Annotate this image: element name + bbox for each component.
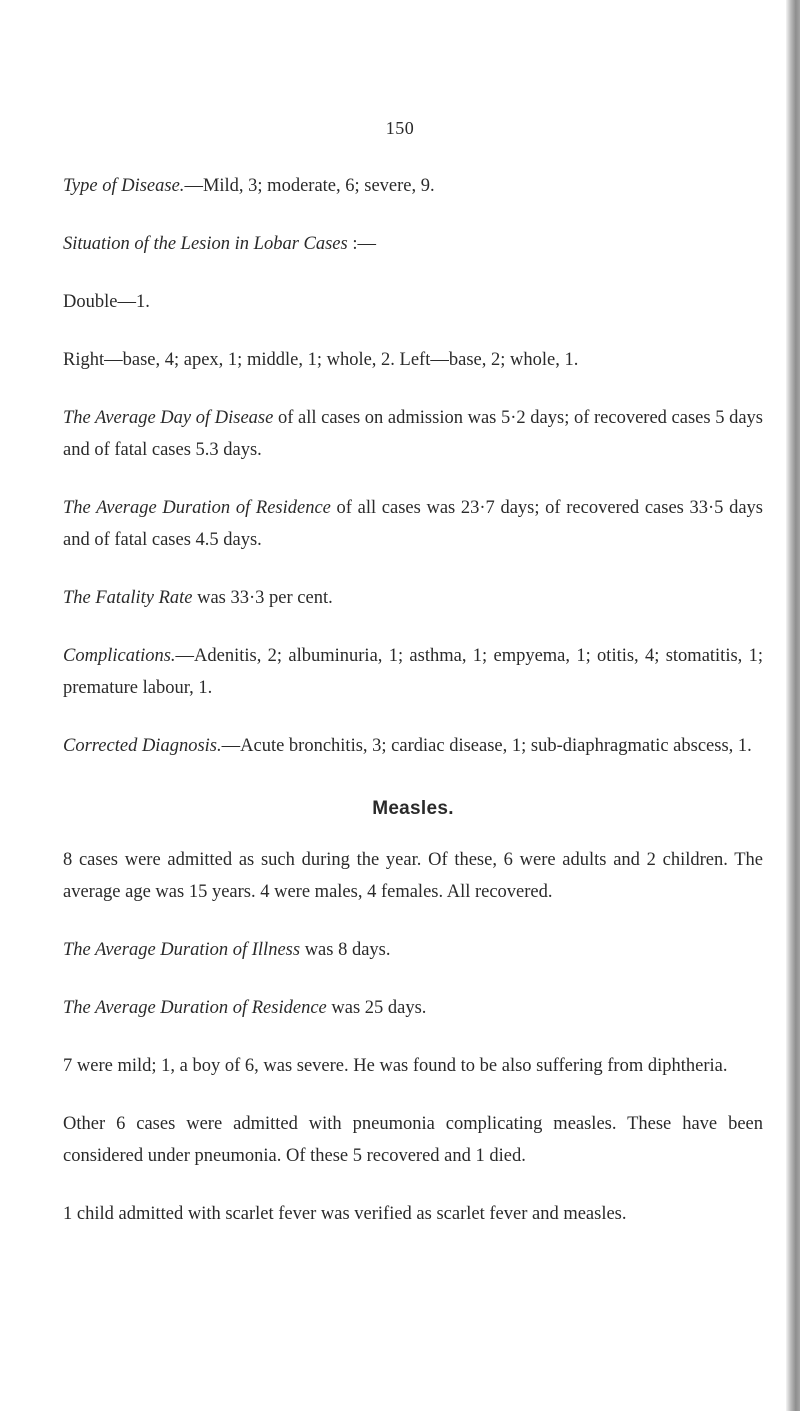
paragraph-lead: The Average Day of Disease bbox=[63, 408, 274, 428]
paragraph-severity bbox=[63, 1050, 763, 1082]
paragraph-lead: The Average Duration of Residence bbox=[63, 498, 331, 518]
paragraph-lead: Type of Disease. bbox=[63, 176, 185, 196]
paragraph-text: —Acute bronchitis, 3; cardiac disease, 1; sub-diaphragmatic abscess, 1. bbox=[221, 736, 752, 756]
paragraph-text: Other 6 cases were admitted with pneumonia complicating measles. These have been considered under pneumonia. Of these 5 recovered and 1 died. bbox=[63, 1114, 763, 1166]
paragraph-lead: The Average Duration of Illness bbox=[63, 940, 301, 960]
paragraph-average-residence bbox=[63, 492, 763, 556]
pneumonia-section bbox=[63, 170, 763, 762]
paragraph-text: 8 cases were admitted as such during the year. Of these, 6 were adults and 2 children. The average age was 15 years. 4 were males, 4 females. All recovered. bbox=[63, 850, 763, 902]
paragraph-text: Right—base, 4; apex, 1; middle, 1; whole, 2. Left—base, 2; whole, 1. bbox=[63, 350, 579, 370]
paragraph-text: was 8 days. bbox=[300, 940, 391, 960]
paragraph-fatality-rate bbox=[63, 582, 763, 614]
paragraph-type-of-disease bbox=[63, 170, 763, 202]
paragraph-text: of all cases was 23·7 days; of recovered cases 33·5 days and of fatal cases 4.5 days. bbox=[63, 498, 763, 550]
paragraph-text: :— bbox=[347, 234, 376, 254]
measles-section bbox=[63, 844, 763, 1230]
paragraph-right-left bbox=[63, 344, 763, 376]
paragraph-text: of all cases on admission was 5·2 days; of recovered cases 5 days and of fatal cases 5.3 days. bbox=[63, 408, 764, 460]
paragraph-lesion-situation bbox=[63, 228, 763, 260]
paragraph-measles-admissions bbox=[63, 844, 763, 908]
paragraph-lead: The Average Duration of Residence bbox=[63, 998, 327, 1018]
paragraph-corrected-diagnosis bbox=[63, 730, 763, 762]
paragraph-pneumonia-complicating bbox=[63, 1108, 763, 1172]
paragraph-lead: The Fatality Rate bbox=[63, 588, 193, 608]
paragraph-text: —Mild, 3; moderate, 6; severe, 9. bbox=[184, 176, 435, 196]
page-edge bbox=[786, 0, 800, 1411]
paragraph-lead: Corrected Diagnosis. bbox=[63, 736, 222, 756]
paragraph-lead: Situation of the Lesion in Lobar Cases bbox=[63, 234, 348, 254]
paragraph-complications bbox=[63, 640, 763, 704]
paragraph-text: 7 were mild; 1, a boy of 6, was severe. He was found to be also suffering from diphtheria. bbox=[63, 1056, 728, 1076]
paragraph-text: —Adenitis, 2; albuminuria, 1; asthma, 1; empyema, 1; otitis, 4; stomatitis, 1; premature labour, 1. bbox=[63, 646, 763, 698]
page-body bbox=[63, 170, 763, 1256]
paragraph-text: was 25 days. bbox=[326, 998, 427, 1018]
paragraph-illness-duration bbox=[63, 934, 763, 966]
page-number: 150 bbox=[385, 118, 415, 138]
paragraph-scarlet-fever bbox=[63, 1198, 763, 1230]
section-heading-measles: Measles. bbox=[372, 798, 454, 819]
paragraph-text: Double—1. bbox=[63, 292, 150, 312]
paragraph-lead: Complications. bbox=[63, 646, 176, 666]
paragraph-text: was 33·3 per cent. bbox=[192, 588, 333, 608]
paragraph-text: 1 child admitted with scarlet fever was verified as scarlet fever and measles. bbox=[63, 1204, 627, 1224]
paragraph-double bbox=[63, 286, 763, 318]
paragraph-residence-duration bbox=[63, 992, 763, 1024]
paragraph-average-day bbox=[63, 402, 763, 466]
